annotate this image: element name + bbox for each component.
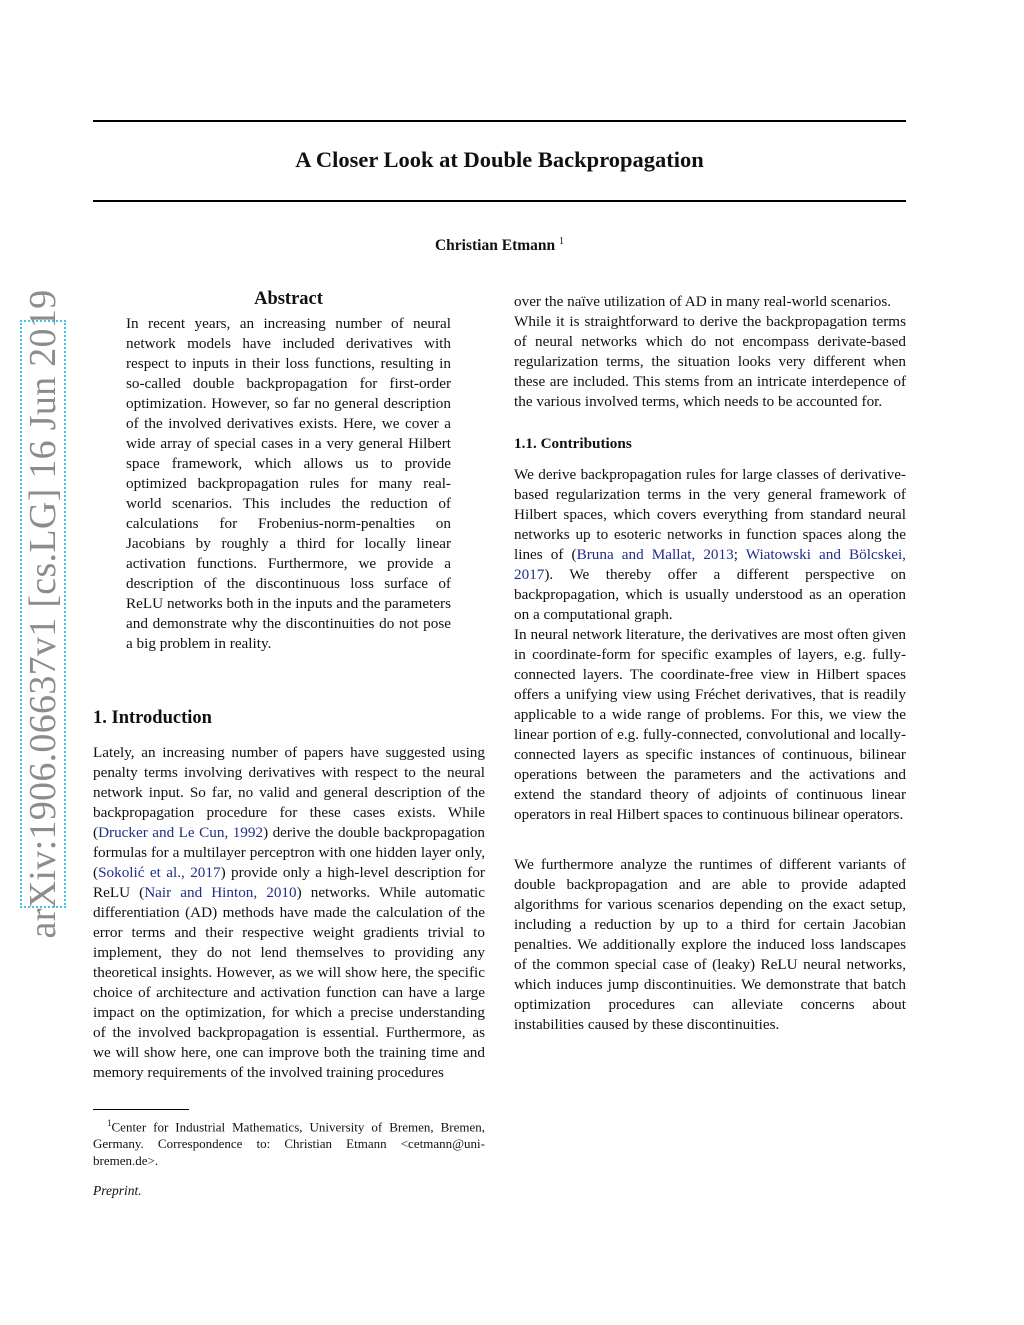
citation-wiatowski-bolcskei[interactable]: Wiatowski and Bölcskei, 2017 bbox=[514, 546, 906, 583]
contrib-text-2: ). We thereby offer a different perspective on backpropagation, which is usually understood as an operation on a computational graph. bbox=[514, 566, 906, 623]
abstract-body bbox=[126, 314, 451, 654]
citation-bruna-mallat[interactable]: Bruna and Mallat, 2013 bbox=[576, 546, 734, 563]
citation-separator: ; bbox=[733, 546, 746, 563]
introduction-body bbox=[93, 743, 485, 1083]
contributions-heading: 1.1. Contributions bbox=[514, 435, 632, 452]
citation-drucker-lecun[interactable]: Drucker and Le Cun, 1992 bbox=[98, 824, 264, 841]
title-bottom-rule bbox=[93, 200, 906, 202]
intro-paragraph-2: While it is straightforward to derive the backpropagation terms of neural networks which do not encompass derivate-based regularization terms, the situation looks very different when these are included. This stems from an intricate interdepence of the various involved terms, which needs to be accounted for. bbox=[514, 313, 906, 410]
footnote-mark: 1 bbox=[107, 1118, 112, 1128]
right-column bbox=[514, 292, 906, 1035]
intro-text-1: Lately, an increasing number of papers have suggested using penalty terms involving derivatives with respect to the neural network input. So far, no valid and general description of the backpropagation procedure for these cases exists. While ( bbox=[93, 744, 485, 841]
paragraph-gap bbox=[514, 825, 906, 855]
intro-text-2: ) derive the double backpropagation formulas for a multilayer perceptron with one hidden layer only, ( bbox=[93, 824, 485, 881]
introduction-heading: 1. Introduction bbox=[93, 708, 212, 728]
arxiv-identifier: arXiv:1906.06637v1 [cs.LG] 16 Jun 2019 bbox=[22, 289, 64, 939]
citation-sokolic[interactable]: Sokolić et al., 2017 bbox=[98, 864, 221, 881]
contributions-paragraph-2: In neural network literature, the derivatives are most often given in coordinate-form for specific examples of layers, e.g. fully-connected layers. The coordinate-free view in Hilbert spaces offers a unifying view using Fréchet derivatives, that is readily applicable to a wide range of problems. For this, we view the linear portion of e.g. fully-connected, convolutional and locally-connected layers as specific instances of continuous, bilinear operations between the parameters and the activations and extend the standard theory of adjoints of continuous linear operators in real Hilbert spaces to continuous bilinear operators. bbox=[514, 626, 906, 823]
footnote-rule bbox=[93, 1109, 189, 1110]
footnote-text: Center for Industrial Mathematics, University of Bremen, Bremen, Germany. Correspondence to: Christian Etmann <cetmann@uni-bremen.de>. bbox=[93, 1119, 485, 1169]
author-line bbox=[93, 236, 906, 255]
paper-title: A Closer Look at Double Backpropagation bbox=[295, 147, 704, 172]
arxiv-stamp[interactable] bbox=[20, 289, 66, 939]
introduction-paragraph bbox=[93, 743, 485, 1083]
abstract-text: In recent years, an increasing number of neural network models have included derivatives with respect to inputs in their loss functions, resulting in so-called double backpropagation for first-order optimization. However, so far no general description of the involved derivatives exists. Here, we cover a wide array of special cases in a very general Hilbert space framework, which allows us to provide optimized backpropagation rules for many real-world scenarios. This includes the reduction of calculations for Frobenius-norm-penalties on Jacobians by roughly a third for locally linear activation functions. Furthermore, we provide a description of the discontinuous loss surface of ReLU networks both in the inputs and the parameters and demonstrate why the discontinuities do not pose a big problem in reality. bbox=[126, 315, 451, 652]
preprint-label: Preprint. bbox=[93, 1183, 142, 1198]
citation-nair-hinton[interactable]: Nair and Hinton, 2010 bbox=[144, 884, 297, 901]
author-name: Christian Etmann bbox=[434, 237, 556, 255]
intro-text-4: ) networks. While automatic differentiation (AD) methods have made the calculation of the error terms and their respective weight gradients trivial to implement, they do not lend themselves to providing any theoretical insights. However, as we will show here, the specific choice of architecture and activation function can have a large impact on the optimization, for which a precise understanding of the involved backpropagation is essential. Furthermore, as we will show here, one can improve both the training time and memory requirements of the involved training procedures bbox=[93, 884, 485, 1081]
contrib-text-1: We derive backpropagation rules for large classes of derivative-based regularization terms in the very general framework of Hilbert spaces, which covers everything from standard neural networks up to esoteric networks in function spaces along the lines of ( bbox=[514, 466, 906, 563]
intro-continuation: over the naïve utilization of AD in many real-world scenarios. bbox=[514, 293, 892, 310]
footnote bbox=[93, 1115, 485, 1169]
author-affiliation-mark: 1 bbox=[559, 236, 565, 247]
abstract-heading: Abstract bbox=[254, 289, 323, 309]
intro-text-3: ) provide only a high-level description for ReLU ( bbox=[93, 864, 485, 901]
contributions-paragraph-1 bbox=[514, 465, 906, 625]
title-top-rule bbox=[93, 120, 906, 122]
contributions-paragraph-3: We furthermore analyze the runtimes of different variants of double backpropagation and are able to provide adapted algorithms for various scenarios depending on the exact setup, including a reduction by up to a third for certain Jacobian penalties. We additionally explore the induced loss landscapes of the common special case of (leaky) ReLU neural networks, which induces jump discontinuities. We demonstrate that batch optimization procedures can alleviate concerns about instabilities caused by these discontinuities. bbox=[514, 856, 906, 1033]
